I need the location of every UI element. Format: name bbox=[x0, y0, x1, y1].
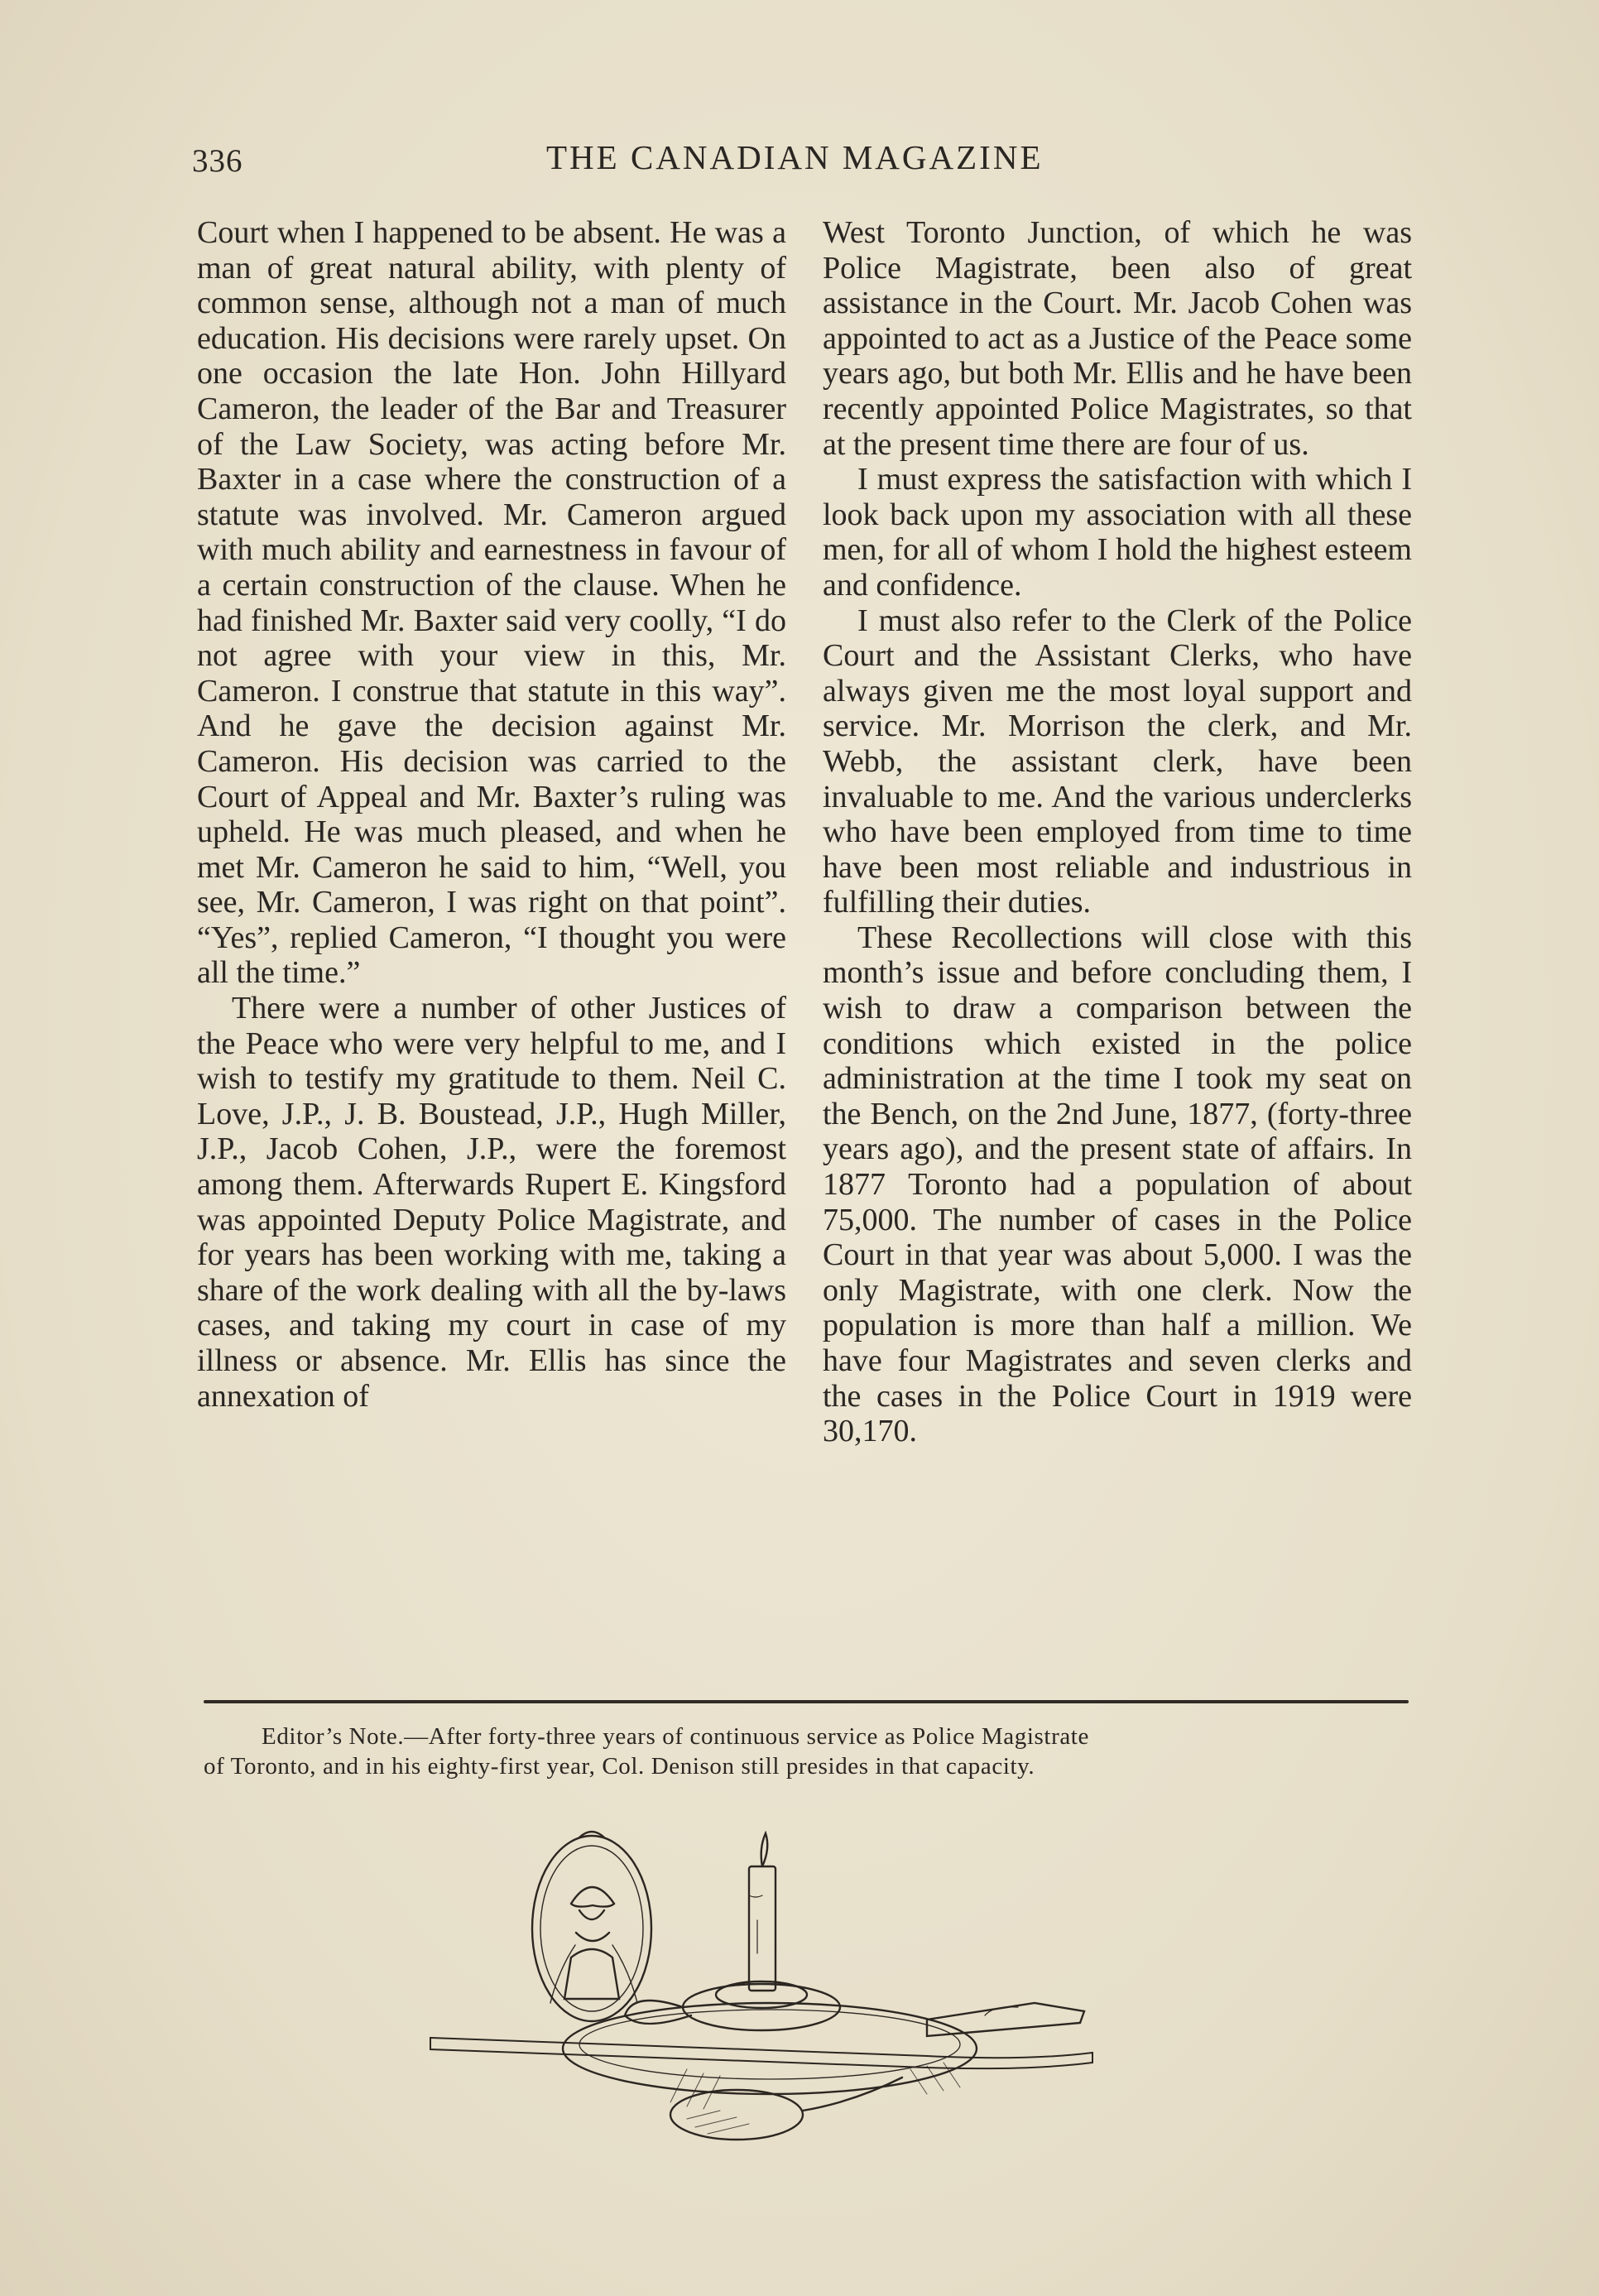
editors-note-line: Editor’s Note.—After forty-three years of continuous service as Police Magistrate bbox=[262, 1723, 1089, 1750]
paragraph: I must express the satisfaction with which I look back upon my association with all these men, for all of whom I hold the highest esteem and confidence. bbox=[823, 462, 1412, 603]
vignette-illustration bbox=[414, 1821, 1200, 2169]
portrait-frame bbox=[532, 1836, 651, 2021]
left-column bbox=[197, 215, 786, 1414]
paragraph: These Recollections will close with this month’s issue and before concluding them, I wish to draw a comparison between the conditions which existed in the police administration at the time I took my seat on the Bench, on the 2nd June, 1877, (forty-three years ago), and the present state of affairs. In 1877 Toronto had a population of about 75,000. The number of cases in the Police Court in that year was about 5,000. I was the only Magistrate, with one clerk. Now the population is more than half a million. We have four Magistrates and seven clerks and the cases in the Police Court in 1919 were 30,170. bbox=[823, 920, 1412, 1449]
tray bbox=[563, 2003, 977, 2094]
sword bbox=[430, 2038, 1092, 2068]
paragraph: There were a number of other Justices of the Peace who were very helpful to me, and I wish to testify my gratitude to them. Neil C. Love, J.P., J. B. Boustead, J.P., Hugh Miller, J.P., Jacob Cohen, J.P., were the foremost among them. Afterwards Rupert E. Kingsford was appointed Deputy Police Magistrate, and for years has been working with me, taking a share of the work dealing with all the by-laws cases, and taking my court in case of my illness or absence. Mr. Ellis has since the annexation of bbox=[197, 991, 786, 1414]
portrait-figure bbox=[564, 1887, 619, 1999]
paragraph: I must also refer to the Clerk of the Police Court and the Assistant Clerks, who have always given me the most loyal support and service. Mr. Morrison the clerk, and Mr. Webb, the assistant clerk, have been invaluable to me. And the various underclerks who have been employed from time to time have been most reliable and industrious in fulfilling their duties. bbox=[823, 603, 1412, 920]
editors-note bbox=[204, 1722, 1409, 1781]
paragraph: West Toronto Junction, of which he was Police Magistrate, been also of great assistance in the Court. Mr. Jacob Cohen was appointed to act as a Justice of the Peace some years ago, but both Mr. Ellis and he have been recently appointed Police Magistrates, so that at the present time there are four of us. bbox=[823, 215, 1412, 462]
editors-note-line: of Toronto, and in his eighty-first year, Col. Denison still presides in that capacity. bbox=[204, 1753, 1035, 1780]
page-number: 336 bbox=[192, 143, 243, 179]
paragraph: Court when I happened to be absent. He was a man of great natural ability, with plenty of common sense, although not a man of much education. His decisions were rarely upset. On one occasion the late Hon. John Hillyard Cameron, the leader of the Bar and Treasurer of the Law Society, was acting before Mr. Baxter in a case where the construction of a statute was involved. Mr. Cameron argued with much ability and earnestness in favour of a certain construction of the clause. When he had finished Mr. Baxter said very coolly, “I do not agree with your view in this, Mr. Cameron. I construe that statute in this way”. And he gave the decision against Mr. Cameron. His decision was carried to the Court of Appeal and Mr. Baxter’s ruling was upheld. He was much pleased, and when he met Mr. Cameron he said to him, “Well, you see, Mr. Cameron, I was right on that point”. “Yes”, replied Cameron, “I thought you were all the time.” bbox=[197, 215, 786, 991]
right-column bbox=[823, 215, 1412, 1449]
candle bbox=[749, 1866, 775, 1991]
divider-rule bbox=[204, 1700, 1409, 1703]
pipe bbox=[927, 2003, 1084, 2036]
running-title: THE CANADIAN MAGAZINE bbox=[546, 138, 1044, 176]
spoon bbox=[670, 2090, 803, 2140]
